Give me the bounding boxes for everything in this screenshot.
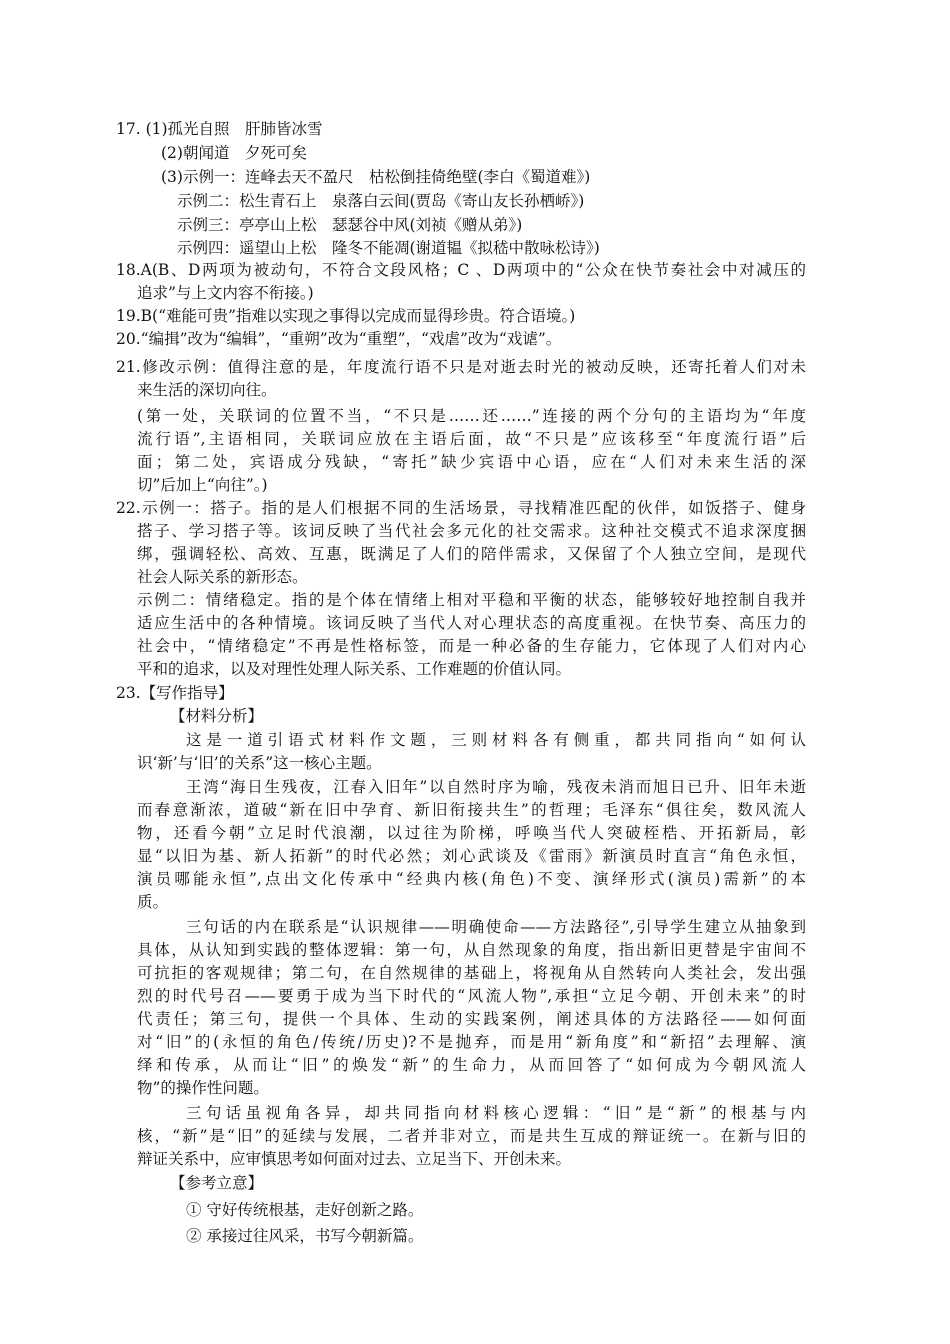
q19-line-1: 19.B(“难能可贵”指难以实现之事得以完成而显得珍贵。符合语境。) bbox=[116, 307, 576, 325]
analysis-p2-line-6: 质。 bbox=[137, 893, 169, 911]
analysis-p2-line-3: 物，还看今朝”立足时代浪潮，以过往为阶梯，呼唤当代人突破桎梏、开拓新局，彰 bbox=[137, 824, 806, 842]
q22-line-5: 示例二：情绪稳定。指的是个体在情绪上相对平稳和平衡的状态，能够较好地控制自我并 bbox=[137, 591, 806, 609]
analysis-p3-line-7: 绎和传承，从而让“旧”的焕发“新”的生命力，从而回答了“如何成为今朝风流人 bbox=[137, 1056, 806, 1074]
analysis-p4-line-2: 核，“新”是“旧”的延续与发展，二者并非对立，而是共生互成的辩证统一。在新与旧的 bbox=[137, 1127, 806, 1145]
q22-line-8: 平和的追求，以及对理性处理人际关系、工作难题的价值认同。 bbox=[137, 660, 572, 678]
q20-line-1: 20.“编揖”改为“编辑”，“重朔”改为“重塑”，“戏虐”改为“戏谑”。 bbox=[116, 330, 562, 348]
q21-line-6: 切”后加上“向往”。) bbox=[137, 476, 268, 494]
reference-idea-1: ① 守好传统根基，走好创新之路。 bbox=[186, 1201, 424, 1219]
q22-line-1: 22.示例一：搭子。指的是人们根据不同的生活场景，寻找精准匹配的伙伴，如饭搭子、健身 bbox=[116, 499, 806, 517]
analysis-p4-line-3: 辩证关系中，应审慎思考如何面对过去、立足当下、开创未来。 bbox=[137, 1150, 572, 1168]
analysis-p2-line-1: 王湾“海日生残夜，江春入旧年”以自然时序为喻，残夜未消而旭日已升、旧年未逝 bbox=[186, 778, 806, 796]
analysis-p3-line-1: 三句话的内在联系是“认识规律——明确使命——方法路径”,引导学生建立从抽象到 bbox=[186, 918, 806, 936]
reference-ideas-heading: 【参考立意】 bbox=[170, 1174, 264, 1192]
q17-line-2: (2)朝闻道 夕死可矣 bbox=[161, 144, 307, 162]
analysis-p3-line-2: 具体，从认知到实践的整体逻辑：第一句，从自然现象的角度，指出新旧更替是宇宙间不 bbox=[137, 941, 806, 959]
analysis-p2-line-2: 而春意渐浓，道破“新在旧中孕育、新旧衔接共生”的哲理；毛泽东“俱往矣，数风流人 bbox=[137, 801, 806, 819]
q18-line-2: 追求”与上文内容不衔接。) bbox=[137, 284, 314, 302]
q17-line-6: 示例四：遥望山上松 隆冬不能凋(谢道韫《拟嵇中散咏松诗》) bbox=[177, 239, 600, 257]
q17-line-4: 示例二：松生青石上 泉落白云间(贾岛《寄山友长孙栖峤》) bbox=[177, 192, 585, 210]
q23-title: 23.【写作指导】 bbox=[116, 684, 234, 702]
q21-line-5: 面；第二处，宾语成分残缺，“寄托”缺少宾语中心语，应在“人们对未来生活的深 bbox=[137, 453, 806, 471]
analysis-p1-line-2: 识‘新’与‘旧’的关系”这一核心主题。 bbox=[137, 754, 382, 772]
analysis-p3-line-6: 对“旧”的(永恒的角色/传统/历史)?不是抛弃，而是用“新角度”和“新招”去理解、演 bbox=[137, 1033, 806, 1051]
material-analysis-heading: 【材料分析】 bbox=[170, 707, 264, 725]
analysis-p3-line-8: 物”的操作性问题。 bbox=[137, 1079, 269, 1097]
q22-line-3: 绑，强调轻松、高效、互惠，既满足了人们的陪伴需求，又保留了个人独立空间，是现代 bbox=[137, 545, 806, 563]
q21-line-3: (第一处，关联词的位置不当，“不只是……还……”连接的两个分句的主语均为“年度 bbox=[137, 407, 806, 425]
analysis-p3-line-5: 代责任；第三句，提供一个具体、生动的实践案例，阐述具体的方法路径——如何面 bbox=[137, 1010, 806, 1028]
q21-line-4: 流行语”,主语相同，关联词应放在主语后面，故“不只是”应该移至“年度流行语”后 bbox=[137, 430, 806, 448]
analysis-p2-line-5: 演员哪能永恒”,点出文化传承中“经典内核(角色)不变、演绎形式(演员)需新”的本 bbox=[137, 870, 806, 888]
q18-line-1: 18.A(B、D两项为被动句，不符合文段风格；C 、D两项中的“公众在快节奏社会中对减压的 bbox=[116, 261, 806, 279]
analysis-p1-line-1: 这是一道引语式材料作文题，三则材料各有侧重，都共同指向“如何认 bbox=[186, 731, 806, 749]
q22-line-4: 社会人际关系的新形态。 bbox=[137, 568, 308, 586]
q21-line-2: 来生活的深切向往。 bbox=[137, 381, 277, 399]
analysis-p4-line-1: 三句话虽视角各异，却共同指向材料核心逻辑：“旧”是“新”的根基与内 bbox=[186, 1104, 806, 1122]
analysis-p3-line-3: 可抗拒的客观规律；第二句，在自然规律的基础上，将视角从自然转向人类社会，发出强 bbox=[137, 964, 806, 982]
reference-idea-2: ② 承接过往风采，书写今朝新篇。 bbox=[186, 1227, 424, 1245]
q22-line-2: 搭子、学习搭子等。该词反映了当代社会多元化的社交需求。这种社交模式不追求深度捆 bbox=[137, 522, 806, 540]
q22-line-7: 社会中，“情绪稳定”不再是性格标签，而是一种必备的生存能力，它体现了人们对内心 bbox=[137, 637, 806, 655]
q17-line-1: 17. (1)孤光自照 肝肺皆冰雪 bbox=[116, 120, 323, 138]
analysis-p2-line-4: 显“以旧为基、新人拓新”的时代必然；刘心武谈及《雷雨》新演员时直言“角色永恒， bbox=[137, 847, 806, 865]
q17-line-5: 示例三：亭亭山上松 瑟瑟谷中风(刘祯《赠从弟》) bbox=[177, 216, 523, 234]
analysis-p3-line-4: 烈的时代号召——要勇于成为当下时代的“风流人物”,承担“立足今朝、开创未来”的时 bbox=[137, 987, 806, 1005]
q21-line-1: 21.修改示例：值得注意的是，年度流行语不只是对逝去时光的被动反映，还寄托着人们对未 bbox=[116, 358, 806, 376]
q17-line-3: (3)示例一：连峰去天不盈尺 枯松倒挂倚绝壁(李白《蜀道难》) bbox=[161, 168, 591, 186]
q22-line-6: 适应生活中的各种情境。该词反映了当代人对心理状态的高度重视。在快节奏、高压力的 bbox=[137, 614, 806, 632]
